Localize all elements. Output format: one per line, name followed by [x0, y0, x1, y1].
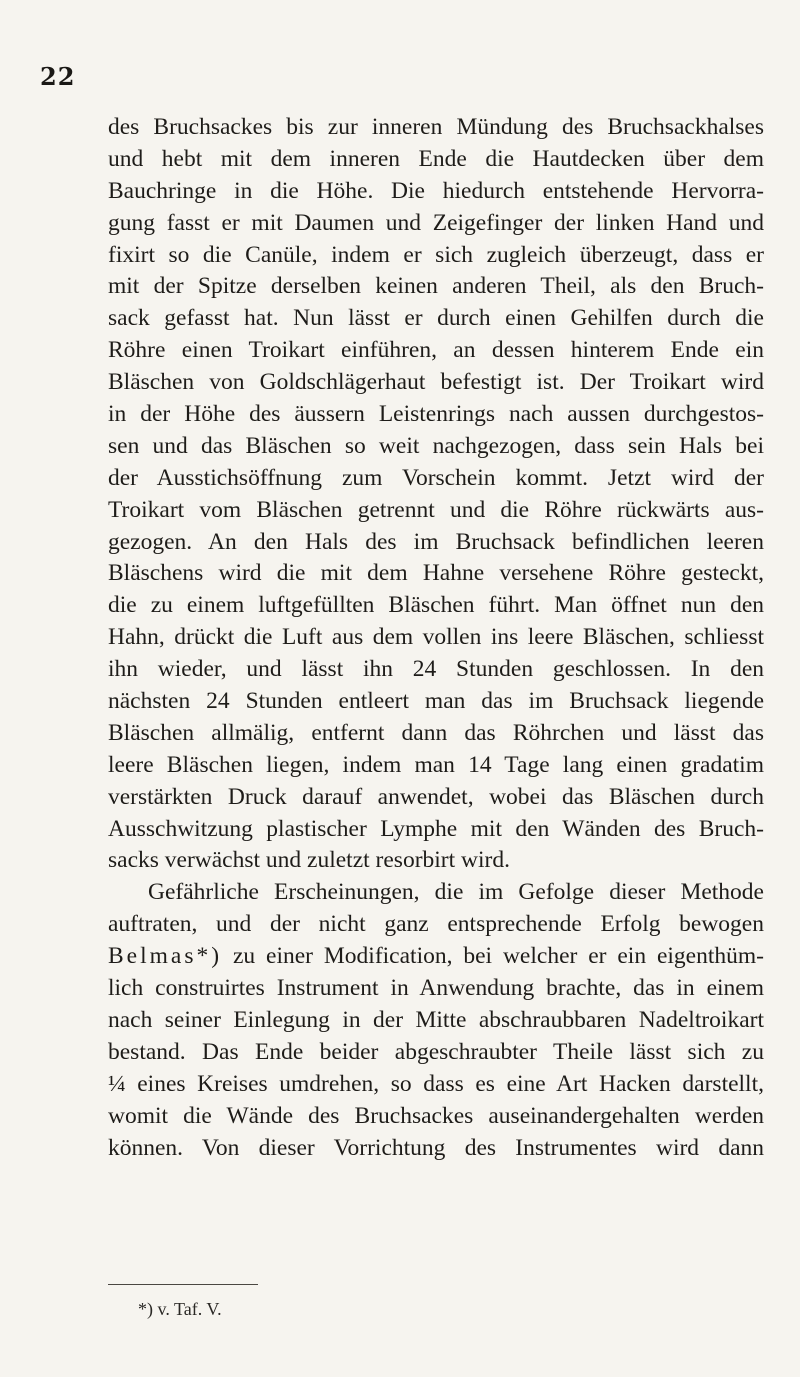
text-line: nächsten 24 Stunden entleert man das im Bruchsack liegende	[108, 688, 764, 715]
text-line: und hebt mit dem inneren Ende die Hautdecken über dem	[108, 145, 764, 172]
text-line: fixirt so die Canüle, indem er sich zugleich überzeugt, dass er	[108, 241, 764, 268]
text-line: lich construirtes Instrument in Anwendung brachte, das in einem	[108, 975, 764, 1002]
text-line	[108, 941, 764, 973]
text-line: die zu einem luftgefüllten Bläschen führt. Man öffnet nun den	[108, 592, 764, 619]
text-line: womit die Wände des Bruchsackes auseinandergehalten werden	[108, 1102, 764, 1129]
text-line: können. Von dieser Vorrichtung des Instrumentes wird dann	[108, 1134, 764, 1161]
text-line: verstärkten Druck darauf anwendet, wobei das Bläschen durch	[108, 783, 764, 810]
text-line: sack gefasst hat. Nun lässt er durch einen Gehilfen durch die	[108, 305, 764, 332]
text-fragment: zu einer Modification, bei welcher er ein eigenthüm-	[222, 943, 764, 970]
text-line: in der Höhe des äussern Leistenrings nach aussen durchgestos-	[108, 401, 764, 428]
text-line: mit der Spitze derselben keinen anderen Theil, als den Bruch-	[108, 273, 764, 300]
text-line: Bläschen allmälig, entfernt dann das Röhrchen und lässt das	[108, 719, 764, 746]
text-line: Hahn, drückt die Luft aus dem vollen ins leere Bläschen, schliesst	[108, 624, 764, 651]
text-line: auftraten, und der nicht ganz entsprechende Erfolg bewogen	[108, 911, 764, 938]
text-line: gezogen. An den Hals des im Bruchsack befindlichen leeren	[108, 528, 764, 555]
text-line: ¼ eines Kreises umdrehen, so dass es eine Art Hacken darstellt,	[108, 1070, 764, 1097]
text-line: gung fasst er mit Daumen und Zeigefinger der linken Hand und	[108, 209, 764, 236]
text-line: sen und das Bläschen so weit nachgezogen, dass sein Hals bei	[108, 432, 764, 459]
text-line: Bauchringe in die Höhe. Die hiedurch entstehende Hervorra-	[108, 177, 764, 204]
text-line: Bläschen von Goldschlägerhaut befestigt ist. Der Troikart wird	[108, 369, 764, 396]
text-line: Röhre einen Troikart einführen, an dessen hinterem Ende ein	[108, 337, 764, 364]
text-line: des Bruchsackes bis zur inneren Mündung des Bruchsackhalses	[108, 114, 764, 140]
page-number: 22	[40, 62, 76, 91]
text-line: Bläschens wird die mit dem Hahne versehene Röhre gesteckt,	[108, 560, 764, 587]
text-line: Gefährliche Erscheinungen, die im Gefolge dieser Methode	[148, 879, 764, 906]
text-line: der Ausstichsöffnung zum Vorschein kommt. Jetzt wird der	[108, 464, 764, 491]
text-line: Ausschwitzung plastischer Lymphe mit den Wänden des Bruch-	[108, 815, 764, 842]
text-line: ihn wieder, und lässt ihn 24 Stunden geschlossen. In den	[108, 656, 764, 683]
text-line: nach seiner Einlegung in der Mitte abschraubbaren Nadeltroikart	[108, 1006, 764, 1033]
text-line: bestand. Das Ende beider abgeschraubter Theile lässt sich zu	[108, 1038, 764, 1065]
text-line: leere Bläschen liegen, indem man 14 Tage lang einen gradatim	[108, 751, 764, 778]
author-name: Belmas*)	[108, 943, 223, 970]
body-text	[108, 112, 764, 1164]
footnote-divider	[108, 1284, 258, 1285]
text-line: Troikart vom Bläschen getrennt und die Röhre rückwärts aus-	[108, 496, 764, 523]
footnote: *) v. Taf. V.	[138, 1299, 222, 1319]
text-line: sacks verwächst und zuletzt resorbirt wird.	[108, 847, 510, 874]
